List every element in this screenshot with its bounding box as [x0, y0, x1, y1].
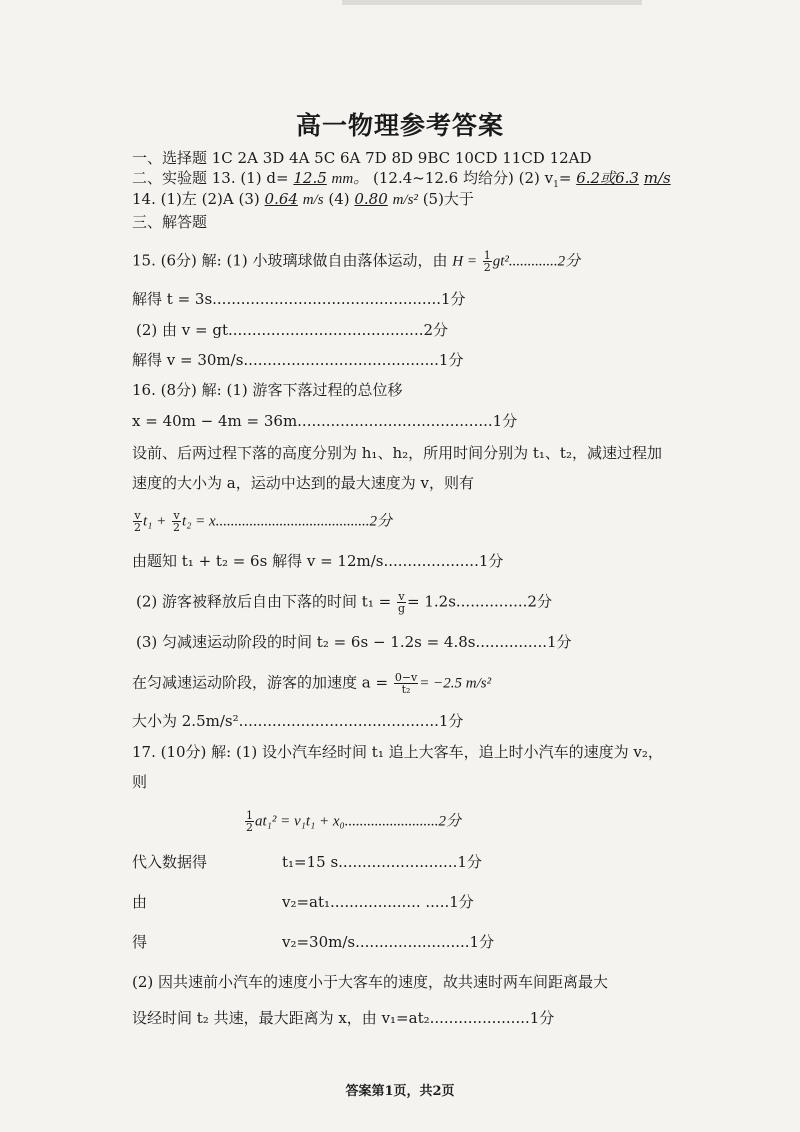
q16-line4: 速度的大小为 a，运动中达到的最大速度为 v，则有 — [132, 474, 474, 492]
q16-line1: 16. (8分) 解: (1) 游客下落过程的总位移 — [132, 381, 403, 399]
section1-choice: 一、选择题 1C 2A 3D 4A 5C 6A 7D 8D 9BC 10CD 11CD 12AD — [132, 149, 592, 167]
q16-line7: (2) 游客被释放后自由下落的时间 t₁ = $\frac{v}{g}$ = 1.2s...............2分 — [136, 590, 552, 615]
q17-line4: 代入数据得 — [132, 853, 208, 871]
section3-heading: 三、解答题 — [132, 213, 208, 231]
q17-line5: 由 — [132, 893, 148, 911]
q15-line2: 解得 t = 3s................................................1分 — [132, 290, 466, 308]
q16-line3: 设前、后两过程下落的高度分别为 h₁、h₂，所用时间分别为 t₁、t₂，减速过程加 — [132, 444, 662, 462]
q16-line6: 由题知 t₁ + t₂ = 6s 解得 v = 12m/s....................1分 — [132, 552, 504, 570]
q17-line8: 设经时间 t₂ 共速，最大距离为 x，由 v₁=at₂.....................1分 — [132, 1009, 555, 1027]
page-footer: 答案第1页，共2页 — [345, 1084, 455, 1099]
fraction-half: $\frac{1}{2}$ — [483, 249, 491, 274]
section2-experiment: 二、实验题 13. (1) d= 12.5 mm。 (12.4~12.6 均给分) (2) $v_1= 6.2$或6.3 m/s — [132, 169, 671, 190]
q16-line5: $\frac{v}{2}$ t₁ + $\frac{v}{2}$ t₂ = x.........................................2分 — [134, 509, 392, 534]
q15-line3: (2) 由 v = gt.........................................2分 — [136, 321, 449, 339]
q16-line10: 大小为 2.5m/s²..........................................1分 — [132, 712, 464, 730]
q17-line5-value: v₂=at₁................... .....1分 — [282, 893, 474, 911]
q17-line7: (2) 因共速前小汽车的速度小于大客车的速度，故共速时两车间距离最大 — [132, 973, 609, 991]
q17-line1: 17. (10分) 解: (1) 设小汽车经时间 t₁ 追上大客车，追上时小汽车的速度为 v₂， — [132, 743, 663, 761]
q17-line6: 得 — [132, 933, 148, 951]
q16-line2: x = 40m − 4m = 36m.........................................1分 — [132, 412, 518, 430]
q16-line9: 在匀减速运动阶段，游客的加速度 a = $\frac{0-v}{\text{t₂}}$ = −2.5 m/s² — [132, 671, 492, 696]
q17-line3: $\frac{1}{2}$ at₁² = v₁t₁ + x₀.........................2分 — [246, 809, 462, 834]
q15-line4: 解得 v = 30m/s.........................................1分 — [132, 351, 464, 369]
q16-line8: (3) 匀减速运动阶段的时间 t₂ = 6s − 1.2s = 4.8s...............1分 — [136, 633, 572, 651]
q17-line6-value: v₂=30m/s........................1分 — [282, 933, 495, 951]
q17-line2: 则 — [132, 773, 148, 791]
q14-answers: 14. (1)左 (2)A (3) 0.64 m/s (4) 0.80 m/s² (5)大于 — [132, 190, 474, 208]
scan-edge — [342, 0, 642, 5]
q17-line4-value: t₁=15 s.........................1分 — [282, 853, 482, 871]
q15-line1: 15. (6分) 解: (1) 小玻璃球做自由落体运动，由 H = $\frac{1}{2}$ gt².............2分 — [132, 249, 581, 274]
page-title: 高一物理参考答案 — [295, 111, 504, 140]
